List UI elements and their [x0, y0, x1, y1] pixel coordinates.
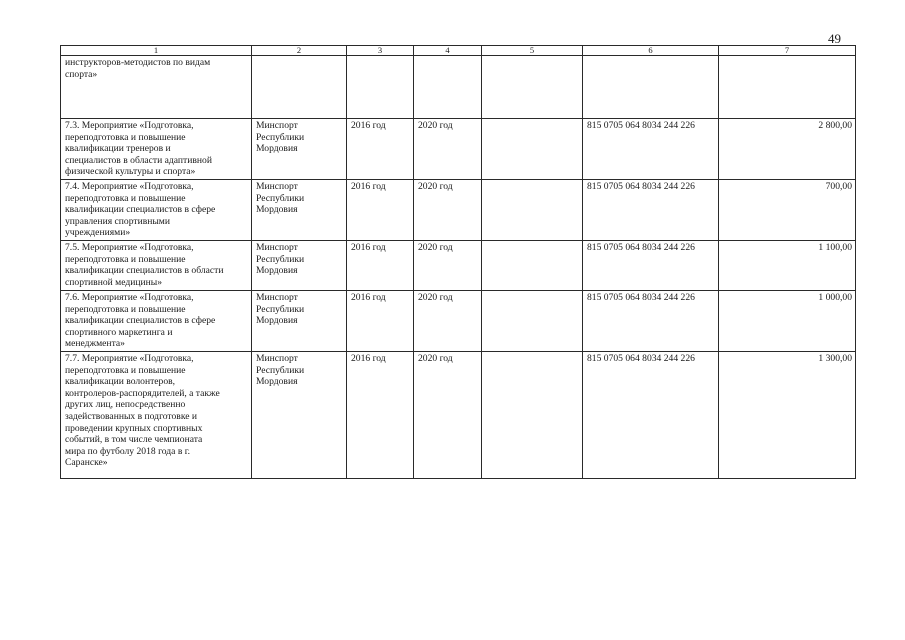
amount-cell: 1 000,00 — [719, 291, 856, 352]
column-header: 6 — [583, 46, 719, 56]
executor-cell: Минспорт Республики Мордовия — [252, 291, 347, 352]
activity-name-cell: 7.4. Мероприятие «Подготовка, переподготовка и повышение квалификации специалистов в сфере управления спортивными учреждениями» — [61, 180, 252, 241]
start-year-cell: 2016 год — [347, 241, 414, 291]
table-row — [61, 56, 856, 119]
start-year-cell: 2016 год — [347, 119, 414, 180]
start-year-cell: 2016 год — [347, 352, 414, 479]
end-year-cell: 2020 год — [414, 352, 482, 479]
executor-cell: Минспорт Республики Мордовия — [252, 352, 347, 479]
executor-cell: Минспорт Республики Мордовия — [252, 119, 347, 180]
column-header: 7 — [719, 46, 856, 56]
column-header: 4 — [414, 46, 482, 56]
budget-table — [60, 45, 856, 479]
column-5-cell — [482, 291, 583, 352]
column-header: 5 — [482, 46, 583, 56]
end-year-cell: 2020 год — [414, 180, 482, 241]
end-year-cell — [414, 56, 482, 119]
column-header: 3 — [347, 46, 414, 56]
budget-code-cell: 815 0705 064 8034 244 226 — [583, 291, 719, 352]
executor-cell: Минспорт Республики Мордовия — [252, 241, 347, 291]
executor-cell — [252, 56, 347, 119]
page-number: 49 — [828, 31, 841, 46]
start-year-cell: 2016 год — [347, 291, 414, 352]
activity-name-cell: 7.3. Мероприятие «Подготовка, переподготовка и повышение квалификации тренеров и специалистов в области адаптивной физической культуры и спорта» — [61, 119, 252, 180]
table-row — [61, 241, 856, 291]
amount-cell — [719, 56, 856, 119]
activity-name-cell: 7.6. Мероприятие «Подготовка, переподготовка и повышение квалификации специалистов в сфере спортивного маркетинга и менеджмента» — [61, 291, 252, 352]
budget-code-cell: 815 0705 064 8034 244 226 — [583, 119, 719, 180]
table-row — [61, 119, 856, 180]
end-year-cell: 2020 год — [414, 119, 482, 180]
column-5-cell — [482, 56, 583, 119]
column-5-cell — [482, 180, 583, 241]
column-5-cell — [482, 119, 583, 180]
budget-code-cell: 815 0705 064 8034 244 226 — [583, 241, 719, 291]
budget-code-cell — [583, 56, 719, 119]
header-row — [61, 46, 856, 56]
activity-name-cell: 7.7. Мероприятие «Подготовка, переподготовка и повышение квалификации волонтеров, контролеров-распорядителей, а также других лиц, непосредственно задействованных в подготовке и проведении крупных спортивных событий, в том числе чемпионата мира по футболу 2018 года в г. Саранске» — [61, 352, 252, 479]
executor-cell: Минспорт Республики Мордовия — [252, 180, 347, 241]
budget-code-cell: 815 0705 064 8034 244 226 — [583, 352, 719, 479]
table-row — [61, 180, 856, 241]
table-row — [61, 352, 856, 479]
activity-name-cell: 7.5. Мероприятие «Подготовка, переподготовка и повышение квалификации специалистов в области спортивной медицины» — [61, 241, 252, 291]
amount-cell: 1 100,00 — [719, 241, 856, 291]
amount-cell: 1 300,00 — [719, 352, 856, 479]
table-row — [61, 291, 856, 352]
amount-cell: 700,00 — [719, 180, 856, 241]
start-year-cell: 2016 год — [347, 180, 414, 241]
column-header: 2 — [252, 46, 347, 56]
column-header: 1 — [61, 46, 252, 56]
amount-cell: 2 800,00 — [719, 119, 856, 180]
activity-name-cell: инструкторов-методистов по видам спорта» — [61, 56, 252, 119]
start-year-cell — [347, 56, 414, 119]
column-5-cell — [482, 352, 583, 479]
budget-code-cell: 815 0705 064 8034 244 226 — [583, 180, 719, 241]
column-5-cell — [482, 241, 583, 291]
end-year-cell: 2020 год — [414, 291, 482, 352]
end-year-cell: 2020 год — [414, 241, 482, 291]
